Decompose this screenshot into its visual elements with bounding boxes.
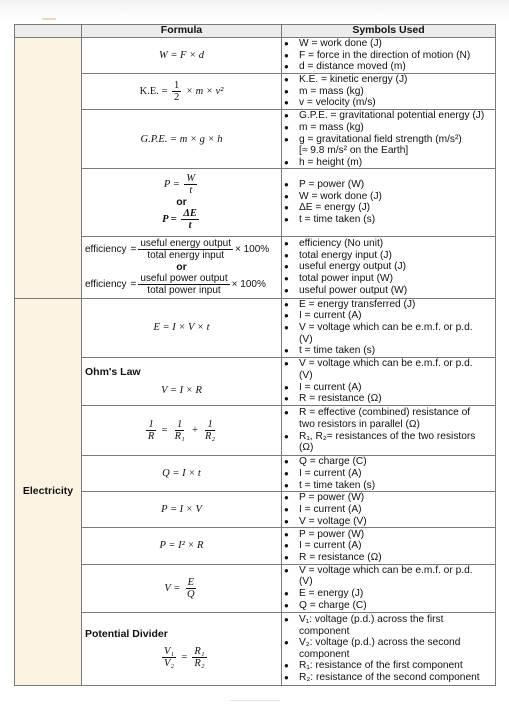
orange-mark (42, 18, 56, 20)
symbols-cell (282, 528, 496, 564)
symbol-item: ● E = energy (J) (282, 588, 495, 600)
symbol-item: ● V₂: voltage (p.d.) across the second (282, 637, 495, 649)
symbol-item-continued: two resistors in parallel (Ω) (299, 419, 420, 431)
symbol-item: ● V₁: voltage (p.d.) across the first (282, 614, 495, 626)
symbol-item: ● R = resistance (Ω) (282, 552, 495, 564)
symbol-item: ● t = time taken (s) (282, 214, 495, 226)
symbols-cell (282, 169, 496, 236)
symbol-item: ● I = current (A) (282, 504, 495, 516)
table-row (15, 612, 496, 685)
table-row (15, 528, 496, 564)
symbol-item: ● V = voltage which can be e.m.f. or p.d. (282, 565, 495, 577)
symbols-cell (282, 612, 496, 685)
symbol-item: ● V = voltage which can be e.m.f. or p.d. (282, 322, 495, 334)
formula-cell: K.E. = $\frac{1}{2}$ × m × v² (82, 74, 282, 110)
symbol-item: ● Q = charge (C) (282, 456, 495, 468)
symbols-cell (282, 110, 496, 169)
symbol-item: ● total energy input (J) (282, 250, 495, 262)
table-row (15, 38, 496, 74)
symbol-item-continued: (V) (299, 369, 313, 381)
formula-cell: E = I × V × t (82, 298, 282, 357)
symbol-item: ● I = current (A) (282, 382, 495, 394)
formula-cell: Q = I × t (82, 456, 282, 492)
formula-cell: V = $\frac{E}{Q}$ (82, 564, 282, 612)
symbol-item: ● P = power (W) (282, 529, 495, 541)
fraction: $\frac{\text{V₁}}{\text{V₂}}$ (164, 646, 175, 670)
formula-cell: Potential Divider $\frac{\text{V₁}}{\text{V₂}}$ = $\frac{\text{R₁}}{\text{R₂}}$ (82, 612, 282, 685)
formula-cell: P = I² × R (82, 528, 282, 564)
symbol-item: ● m = mass (kg) (282, 122, 495, 134)
formula-header: Formula (82, 25, 282, 38)
scan-shadow (0, 0, 509, 20)
symbol-item: ● I = current (A) (282, 540, 495, 552)
symbols-cell (282, 38, 496, 74)
table-row (15, 298, 496, 357)
symbol-item: ● V = voltage (V) (282, 516, 495, 528)
table-row (15, 564, 496, 612)
symbol-item: ● P = power (W) (282, 492, 495, 504)
table-row (15, 169, 496, 236)
symbol-item: ● t = time taken (s) (282, 345, 495, 357)
topic-cell-energy (15, 38, 82, 299)
fraction: $\frac{\text{useful energy output}}{\text{total energy input}}$ (140, 238, 231, 262)
symbols-cell (282, 236, 496, 298)
symbol-item: ● efficiency (No unit) (282, 238, 495, 250)
table-row (15, 357, 496, 405)
formula-cell: Ohm's Law V = I × R (82, 357, 282, 405)
law-title: Ohm's Law (85, 365, 141, 378)
table-row (15, 110, 496, 169)
fraction: $\frac{1}{R}$ (147, 419, 155, 443)
topic-cell-electricity: Electricity (15, 298, 82, 685)
symbol-item: ● v = velocity (m/s) (282, 97, 495, 109)
symbol-item-continued: (V) (299, 576, 313, 588)
fraction: $\frac{1}{\text{R₂}}$ (205, 419, 216, 443)
symbols-cell (282, 298, 496, 357)
scan-artifact (230, 700, 280, 701)
symbol-item: ● g = gravitational field strength (m/s²) (282, 134, 495, 146)
symbol-item: ● E = energy transferred (J) (282, 299, 495, 311)
symbol-item: ● R = effective (combined) resistance of (282, 407, 495, 419)
symbol-item-continued: component (299, 625, 350, 637)
symbols-cell (282, 357, 496, 405)
symbol-item: ● Q = charge (C) (282, 600, 495, 612)
fraction: $\frac{\text{useful power output}}{\text{total power input}}$ (140, 273, 228, 297)
symbols-cell (282, 74, 496, 110)
symbol-item-continued: component (299, 648, 350, 660)
symbol-item: ● G.P.E. = gravitational potential energy (J) (282, 110, 495, 122)
fraction: $\frac{\text{R₁}}{\text{R₂}}$ (194, 646, 205, 670)
symbol-item: ● W = work done (J) (282, 191, 495, 203)
law-title: Potential Divider (85, 627, 168, 640)
symbols-cell (282, 492, 496, 528)
symbol-item: ● R₁, R₂= resistances of the two resistors (282, 431, 495, 443)
symbol-item: ● F = force in the direction of motion (N) (282, 50, 495, 62)
table-row (15, 456, 496, 492)
symbol-item: ● useful energy output (J) (282, 261, 495, 273)
symbol-item-continued: (Ω) (299, 442, 314, 454)
formula-cell: G.P.E. = m × g × h (82, 110, 282, 169)
formula-cell: efficiency = $\frac{\text{useful energy output}}{\text{total energy input}}$ × 100% or efficiency = $\frac{\text{useful power output}}{\text{total power input}}$ × 100% (82, 236, 282, 298)
table-row (15, 406, 496, 456)
formula-table (14, 24, 496, 686)
table-row (15, 236, 496, 298)
symbol-item: ● R = resistance (Ω) (282, 393, 495, 405)
symbol-item: ● I = current (A) (282, 310, 495, 322)
formula-cell: P = $\frac{W}{t}$ or P = $\frac{\Delta E}{t}$ (82, 169, 282, 236)
symbol-item: ● t = time taken (s) (282, 480, 495, 492)
symbols-cell (282, 406, 496, 456)
table-row (15, 492, 496, 528)
symbol-item: ● P = power (W) (282, 179, 495, 191)
symbol-item: ● useful power output (W) (282, 285, 495, 297)
fraction: $\frac{1}{2}$ (174, 80, 180, 104)
symbol-item: ● W = work done (J) (282, 38, 495, 50)
table-row (15, 74, 496, 110)
symbol-item: ● V = voltage which can be e.m.f. or p.d. (282, 358, 495, 370)
formula-cell: $\frac{1}{R}$ = $\frac{1}{\text{R₁}}$ + $\frac{1}{\text{R₂}}$ (82, 406, 282, 456)
symbol-item: ● R₁: resistance of the first component (282, 660, 495, 672)
symbols-cell (282, 456, 496, 492)
symbol-item: ● m = mass (kg) (282, 86, 495, 98)
fraction: $\frac{\Delta E}{t}$ (183, 208, 197, 232)
symbol-item-continued: (V) (299, 333, 313, 345)
symbol-item: ● K.E. = kinetic energy (J) (282, 74, 495, 86)
symbols-cell (282, 564, 496, 612)
symbol-item: ● d = distance moved (m) (282, 61, 495, 73)
fraction: $\frac{W}{t}$ (186, 173, 196, 197)
formula-cell: P = I × V (82, 492, 282, 528)
topic-header (15, 25, 82, 38)
symbol-item: ● R₂: resistance of the second component (282, 672, 495, 684)
table-header (15, 25, 496, 38)
symbols-header: Symbols Used (282, 25, 496, 38)
fraction: $\frac{E}{Q}$ (186, 576, 195, 600)
symbol-item-continued: [≈ 9.8 m/s² on the Earth] (299, 145, 409, 157)
fraction: $\frac{1}{\text{R₁}}$ (174, 419, 185, 443)
symbol-item: ● ΔE = energy (J) (282, 202, 495, 214)
symbol-item: ● h = height (m) (282, 157, 495, 169)
symbol-item: ● total power input (W) (282, 273, 495, 285)
formula-cell: W = F × d (82, 38, 282, 74)
symbol-item: ● I = current (A) (282, 468, 495, 480)
